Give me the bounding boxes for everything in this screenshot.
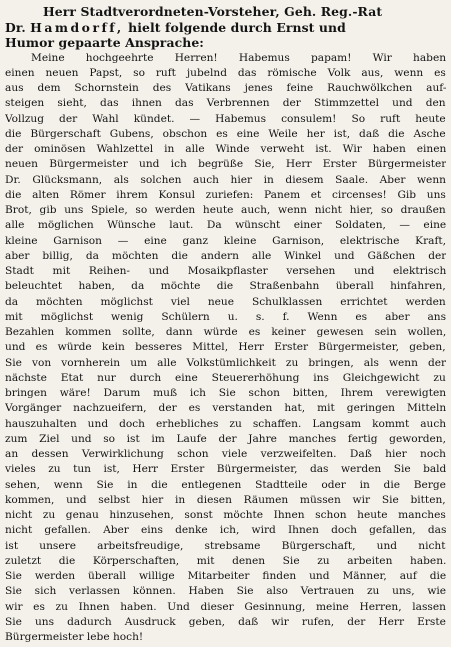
speech-line: vieles zu tun ist, Herr Erster Bürgermeister, das werden Sie bald [5,463,446,476]
speech-body [5,51,446,646]
speech-line: hauszuhalten und doch erhebliches zu schaffen. Langsam kommt auch [5,417,446,430]
speech-line: beleuchtet haben, da möchte die Straßenbahn überall hinfahren, [5,280,446,293]
headline-line-2 [5,20,446,36]
speech-line: Bezahlen kommen sollte, dann würde es keiner gewesen sein wollen, [5,326,446,338]
speech-line: bringen wäre! Darum muß ich Sie schon bitten, Ihrem verewigten [5,387,446,399]
speech-line: Sie werden überall willige Mitarbeiter finden und Männer, auf die [5,570,446,582]
speech-line: alle möglichen Wünsche laut. Da wünscht einer Soldaten, — eine [5,219,446,232]
speech-line: ist unsere arbeitsfreudige, strebsame Bürgerschaft, und nicht [5,539,446,552]
speech-line: Sie von vornherein um alle Volkstümlichkeit zu bringen, als wenn der [5,356,446,369]
headline-speaker-name: Hamdorff, [30,19,124,35]
speech-line: der ominösen Wahlzettel in alle Winde verweht ist. Wir haben einen [5,143,446,155]
speech-line: Stadt mit Reihen- und Mosaikpflaster versehen und elektrisch [5,265,446,277]
speech-line: und es würde kein besseres Mittel, Herr Erster Bürgermeister, geben, [5,341,446,354]
speech-line: da möchten möglichst viel neue Schulklassen errichtet werden [5,295,446,308]
speech-line: nächste Etat nur durch eine Steuererhöhung ins Gleichgewicht zu [5,371,446,384]
headline-line-3: Humor gepaarte Ansprache: [5,35,204,50]
speech-line: an dessen Verwirklichung schon viele verzweifelten. Daß hier noch [5,448,446,460]
speech-line: kommen, und selbst hier in diesen Räumen müssen wir Sie bitten, [5,493,446,506]
speech-line: Dr. Glücksmann, als solchen auch hier in diesem Saale. Aber wenn [5,173,446,186]
speech-line: nicht gefallen. Aber eins denke ich, wird Ihnen doch gefallen, das [5,524,446,537]
speech-line: mit möglichst wenig Schülern u. s. f. Wenn es aber ans [5,310,446,323]
article-headline [5,4,446,51]
speech-line: steigen sieht, das ihnen das Verbrennen der Stimmzettel und den [5,97,446,110]
speech-line: Meine hochgeehrte Herren! Habemus papam! Wir haben [31,51,446,64]
speech-line: aber billig, da möchten die andern alle Winkel und Gäßchen der [5,249,446,262]
speech-line: kleine Garnison — eine ganz kleine Garnison, elektrische Kraft, [5,234,446,247]
speech-line: Bürgermeister lebe hoch! [5,631,144,643]
headline-line-1: Herr Stadtverordneten-Vorsteher, Geh. Reg.-Rat [43,4,383,19]
speech-line: Brot, gib uns Spiele, so werden heute auch, wenn nicht hier, so draußen [5,204,446,216]
speech-line: Vollzug der Wahl kündet. — Habemus consulem! So ruft heute [5,112,446,125]
speech-line: wir es zu Ihnen haben. Und dieser Gesinnung, meine Herren, lassen [5,600,446,613]
speech-line: Vorgänger nachzueifern, der es verstanden hat, mit geringen Mitteln [5,402,446,415]
speech-line: nicht zu genau hinzusehen, sonst möchte Ihnen schon heute manches [5,509,446,521]
speech-line: Sie sich verlassen können. Haben Sie also Vertrauen zu uns, wie [5,585,446,598]
speech-line: die Bürgerschaft Gubens, obschon es eine Weile her ist, daß die Asche [5,127,446,140]
headline-line-2-rest: hielt folgende durch Ernst und [123,19,346,35]
speech-line: Sie uns dadurch Ausdruck geben, daß wir rufen, der Herr Erste [5,615,446,628]
speech-line: zuletzt die Körperschaften, mit denen Sie zu arbeiten haben. [5,554,446,567]
headline-name-prefix: Dr. [5,19,31,35]
speech-line: neuen Bürgermeister und ich begrüße Sie, Herr Erster Bürgermeister [5,158,446,171]
speech-line: zum Ziel und so ist im Laufe der Jahre manches fertig geworden, [5,432,446,445]
speech-line: die alten Römer ihrem Konsul zuriefen: Panem et circenses! Gib uns [5,188,446,201]
speech-line: einen neuen Papst, so ruft jubelnd das römische Volk aus, wenn es [5,66,446,79]
speech-line: sehen, wenn Sie in die entlegenen Stadtteile oder in die Berge [5,478,446,491]
speech-line: aus dem Schornstein des Vatikans jenes feine Rauchwölkchen auf- [5,82,446,94]
